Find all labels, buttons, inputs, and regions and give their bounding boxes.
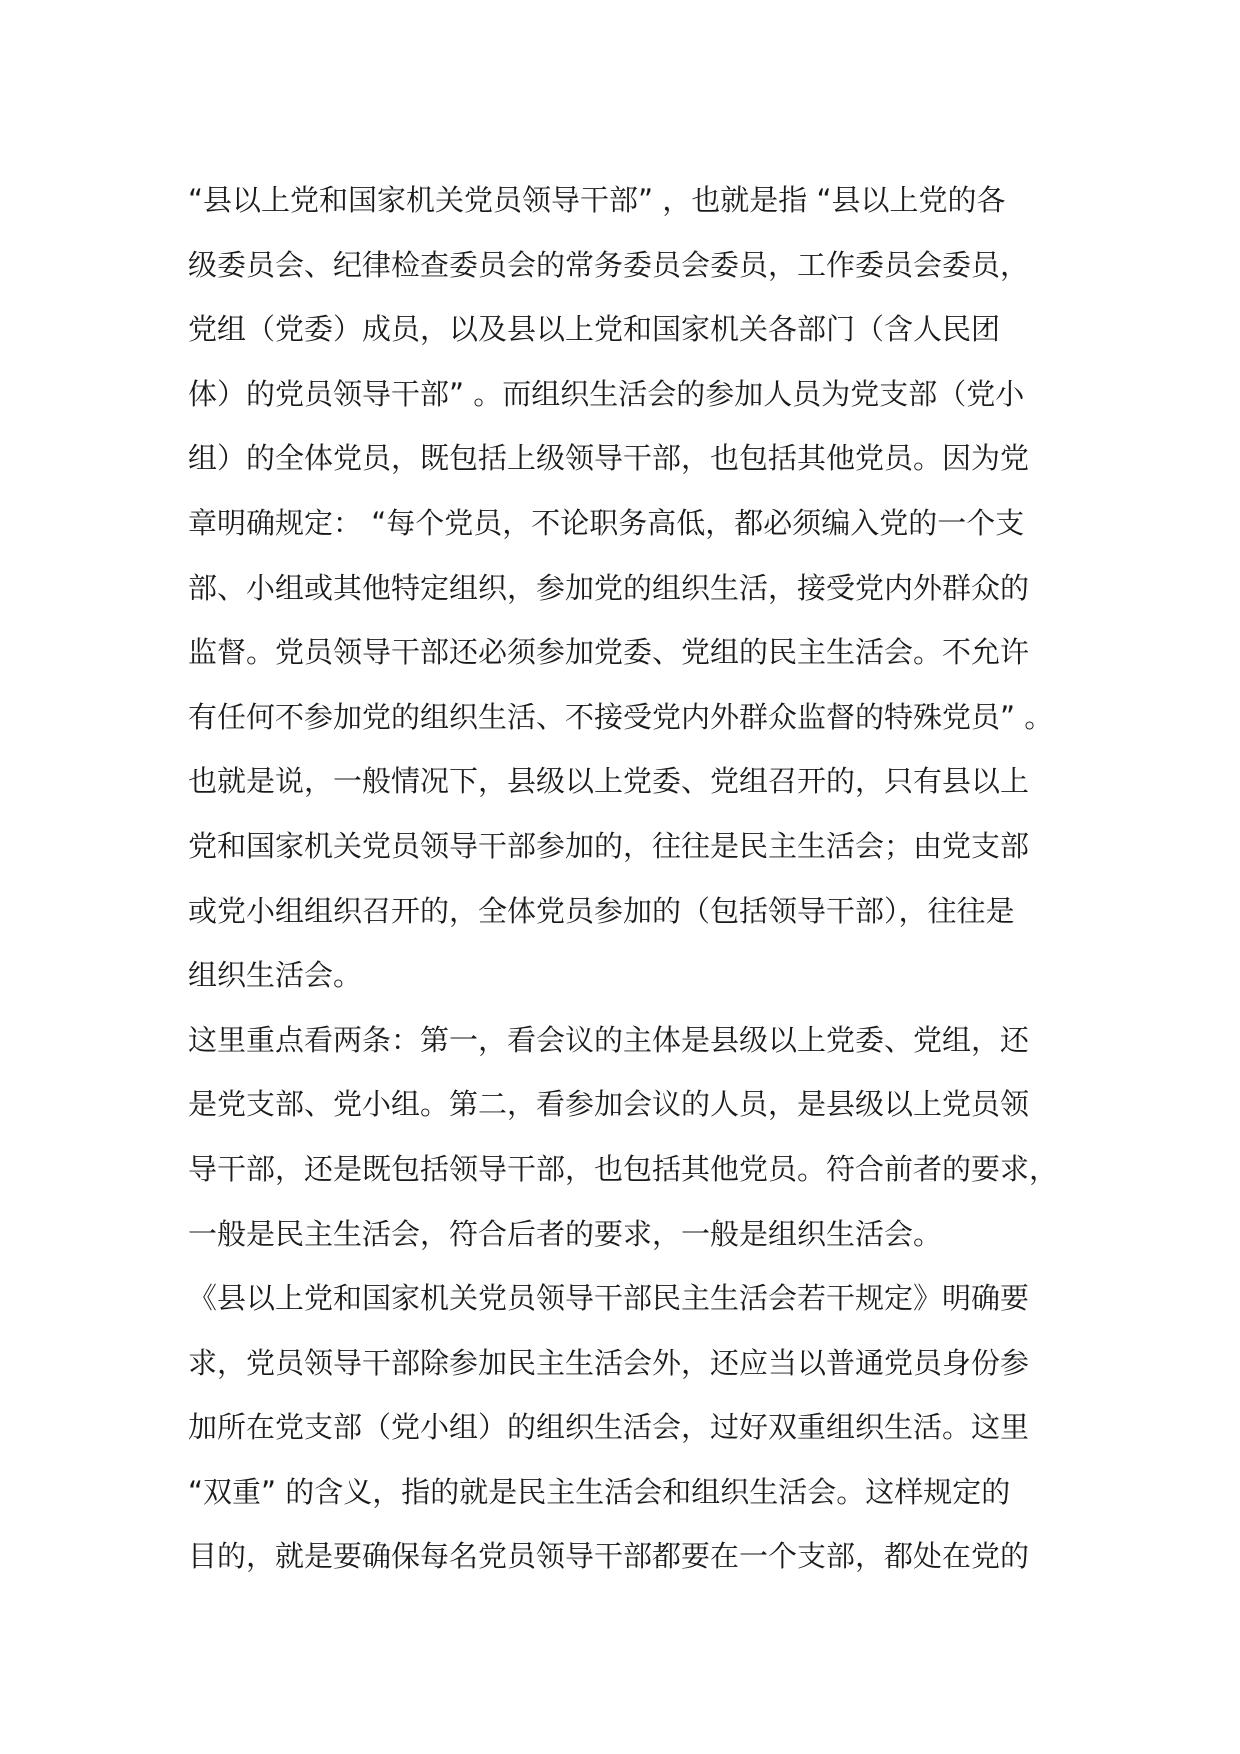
text-line: 这里重点看两条：第一，看会议的主体是县级以上党委、党组，还	[188, 1022, 1030, 1057]
text-line: 组织生活会。	[188, 958, 363, 993]
text-line: “双重” 的含义，指的就是民主生活会和组织生活会。这样规定的	[188, 1474, 1011, 1509]
text-line: 党和国家机关党员领导干部参加的，往往是民主生活会；由党支部	[188, 828, 1030, 863]
text-line: 组）的全体党员，既包括上级领导干部，也包括其他党员。因为党	[188, 441, 1030, 476]
text-line: 党组（党委）成员，以及县以上党和国家机关各部门（含人民团	[188, 312, 1001, 347]
text-line: 是党支部、党小组。第二，看参加会议的人员，是县级以上党员领	[188, 1087, 1030, 1122]
text-line: 部、小组或其他特定组织，参加党的组织生活，接受党内外群众的	[188, 570, 1030, 605]
text-line: 体）的党员领导干部” 。而组织生活会的参加人员为党支部（党小	[188, 376, 1025, 411]
text-line: 一般是民主生活会，符合后者的要求，一般是组织生活会。	[188, 1216, 943, 1251]
text-line: 导干部，还是既包括领导干部，也包括其他党员。符合前者的要求，	[188, 1151, 1059, 1186]
text-line: 或党小组组织召开的，全体党员参加的（包括领导干部），往往是	[188, 893, 1015, 928]
body-text	[188, 168, 1088, 1589]
text-line: 级委员会、纪律检查委员会的常务委员会委员，工作委员会委员，	[188, 247, 1030, 282]
text-line: 目的，就是要确保每名党员领导干部都要在一个支部，都处在党的	[188, 1539, 1030, 1574]
text-line: 求，党员领导干部除参加民主生活会外，还应当以普通党员身份参	[188, 1345, 1030, 1380]
text-line: “县以上党和国家机关党员领导干部” ，也就是指 “县以上党的各	[188, 183, 1006, 217]
text-line: 章明确规定： “每个党员，不论职务高低，都必须编入党的一个支	[188, 505, 1025, 540]
text-line: 《县以上党和国家机关党员领导干部民主生活会若干规定》明确要	[188, 1281, 1030, 1316]
text-line: 加所在党支部（党小组）的组织生活会，过好双重组织生活。这里	[188, 1410, 1030, 1445]
text-line: 有任何不参加党的组织生活、不接受党内外群众监督的特殊党员” 。	[188, 699, 1054, 734]
text-line: 也就是说，一般情况下，县级以上党委、党组召开的，只有县以上	[188, 764, 1030, 799]
text-line: 监督。党员领导干部还必须参加党委、党组的民主生活会。不允许	[188, 635, 1030, 670]
